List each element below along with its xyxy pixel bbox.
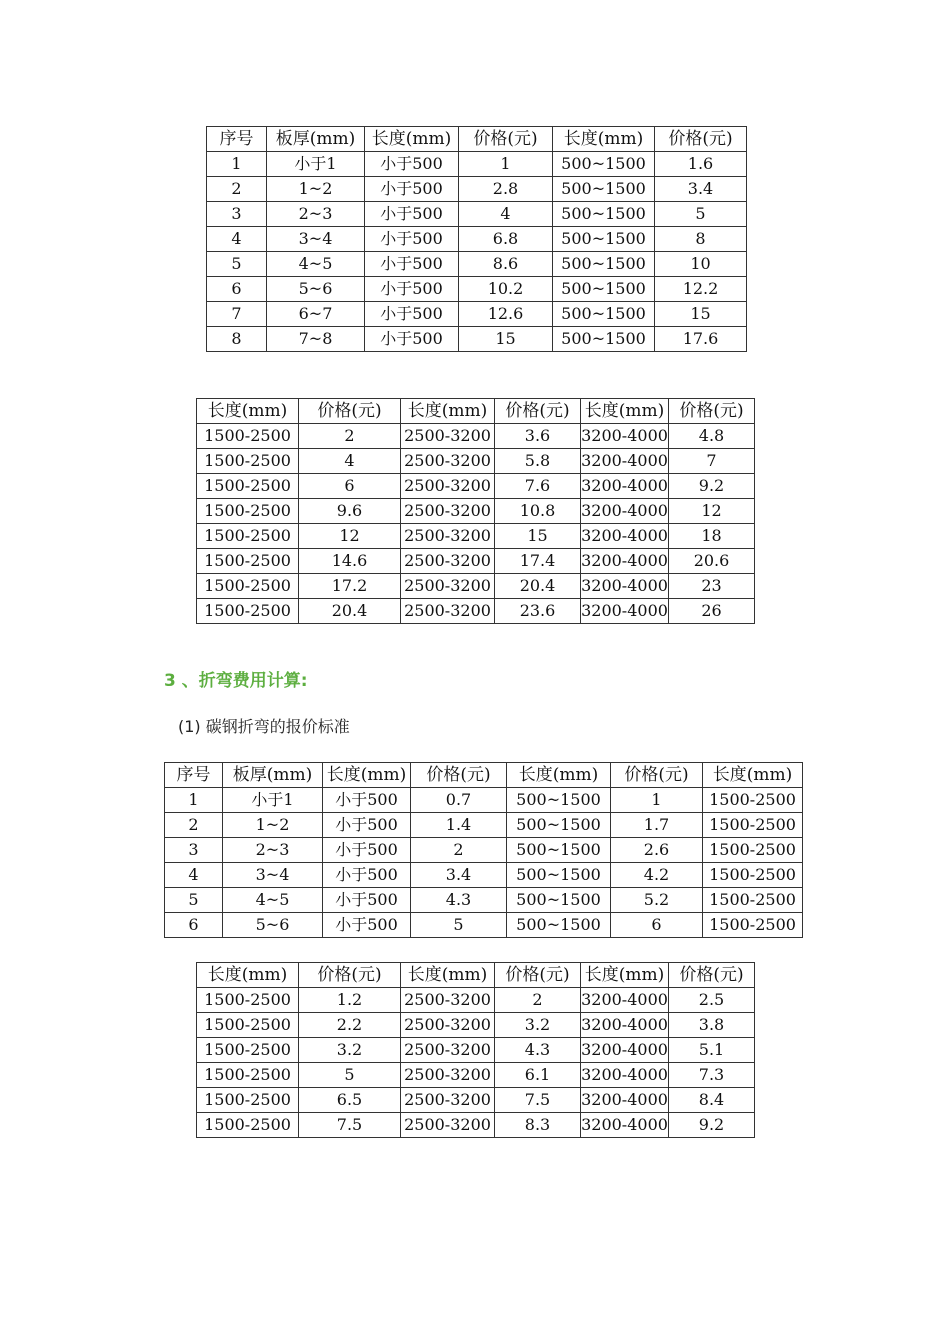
table-row — [197, 499, 755, 524]
table-cell: 小于500 — [323, 788, 411, 813]
table-cell: 1500-2500 — [197, 1063, 299, 1088]
table-cell: 8 — [655, 227, 747, 252]
table-cell: 2500-3200 — [401, 474, 495, 499]
table-cell: 1 — [207, 152, 267, 177]
table-cell: 2500-3200 — [401, 524, 495, 549]
header-cell: 价格(元) — [669, 963, 755, 988]
table-cell: 3200-4000 — [581, 1088, 669, 1113]
table-cell: 8 — [207, 327, 267, 352]
table-cell: 12.6 — [459, 302, 553, 327]
table-cell: 小于500 — [365, 302, 459, 327]
table-cell: 1 — [611, 788, 703, 813]
table-cell: 小于1 — [223, 788, 323, 813]
table-cell: 1500-2500 — [197, 599, 299, 624]
table-cell: 1.2 — [299, 988, 401, 1013]
table-cell: 4 — [207, 227, 267, 252]
table-cell: 4.8 — [669, 424, 755, 449]
table-cell: 3 — [165, 838, 223, 863]
table-cell: 6~7 — [267, 302, 365, 327]
table-cell: 1~2 — [267, 177, 365, 202]
table-cell: 3200-4000 — [581, 988, 669, 1013]
table-cell: 1.6 — [655, 152, 747, 177]
price-table-2 — [196, 398, 755, 624]
table-cell: 2 — [495, 988, 581, 1013]
table-cell: 3 — [207, 202, 267, 227]
table-cell: 9.6 — [299, 499, 401, 524]
table-cell: 7 — [669, 449, 755, 474]
table-cell: 5.8 — [495, 449, 581, 474]
table-cell: 1500-2500 — [703, 788, 803, 813]
header-cell: 价格(元) — [655, 127, 747, 152]
table-row — [207, 252, 747, 277]
header-cell: 长度(mm) — [197, 963, 299, 988]
table-cell: 9.2 — [669, 1113, 755, 1138]
table-cell: 2.8 — [459, 177, 553, 202]
table-cell: 500~1500 — [553, 177, 655, 202]
table-cell: 1500-2500 — [197, 549, 299, 574]
table-cell: 2.5 — [669, 988, 755, 1013]
table-cell: 7 — [207, 302, 267, 327]
price-table-1 — [206, 126, 747, 352]
table-row — [197, 474, 755, 499]
table-cell: 4.3 — [495, 1038, 581, 1063]
table-cell: 7.5 — [495, 1088, 581, 1113]
table-cell: 17.2 — [299, 574, 401, 599]
table-cell: 1 — [459, 152, 553, 177]
table-cell: 小于500 — [323, 838, 411, 863]
header-cell: 序号 — [165, 763, 223, 788]
table-cell: 7~8 — [267, 327, 365, 352]
table-cell: 2.6 — [611, 838, 703, 863]
table-cell: 小于500 — [323, 888, 411, 913]
header-cell: 长度(mm) — [581, 963, 669, 988]
table-cell: 1500-2500 — [703, 813, 803, 838]
header-cell: 长度(mm) — [323, 763, 411, 788]
table-cell: 2500-3200 — [401, 499, 495, 524]
table-cell: 3200-4000 — [581, 449, 669, 474]
table-cell: 8.6 — [459, 252, 553, 277]
header-cell: 板厚(mm) — [267, 127, 365, 152]
table-cell: 12.2 — [655, 277, 747, 302]
table-cell: 6 — [299, 474, 401, 499]
table-cell: 7.3 — [669, 1063, 755, 1088]
table-cell: 2 — [411, 838, 507, 863]
table-row — [197, 1038, 755, 1063]
table-cell: 8.4 — [669, 1088, 755, 1113]
header-cell: 长度(mm) — [553, 127, 655, 152]
table-header-row — [197, 399, 755, 424]
table-cell: 小于500 — [365, 152, 459, 177]
table-cell: 17.6 — [655, 327, 747, 352]
table-cell: 2~3 — [267, 202, 365, 227]
table-row — [197, 574, 755, 599]
table-cell: 9.2 — [669, 474, 755, 499]
table-cell: 5~6 — [267, 277, 365, 302]
table-cell: 6.5 — [299, 1088, 401, 1113]
table-row — [165, 838, 803, 863]
table-cell: 1500-2500 — [703, 863, 803, 888]
table-cell: 500~1500 — [507, 838, 611, 863]
table-cell: 500~1500 — [507, 888, 611, 913]
table-cell: 3~4 — [267, 227, 365, 252]
table-cell: 20.6 — [669, 549, 755, 574]
table-cell: 500~1500 — [507, 788, 611, 813]
table-cell: 5~6 — [223, 913, 323, 938]
header-cell: 序号 — [207, 127, 267, 152]
table-cell: 1500-2500 — [197, 474, 299, 499]
table-cell: 2 — [207, 177, 267, 202]
table-cell: 1500-2500 — [703, 888, 803, 913]
table-cell: 4 — [299, 449, 401, 474]
table-cell: 12 — [299, 524, 401, 549]
table-cell: 5 — [299, 1063, 401, 1088]
table-cell: 2500-3200 — [401, 599, 495, 624]
table-cell: 6.1 — [495, 1063, 581, 1088]
table-cell: 小于500 — [365, 227, 459, 252]
header-cell: 价格(元) — [299, 963, 401, 988]
table-cell: 1500-2500 — [197, 1113, 299, 1138]
table-row — [197, 524, 755, 549]
table-cell: 8.3 — [495, 1113, 581, 1138]
table-cell: 23 — [669, 574, 755, 599]
table-row — [197, 1088, 755, 1113]
table-row — [165, 788, 803, 813]
table-cell: 500~1500 — [507, 913, 611, 938]
sub-heading-carbon-steel: (1) 碳钢折弯的报价标准 — [178, 717, 350, 736]
table-cell: 3~4 — [223, 863, 323, 888]
table-cell: 10.2 — [459, 277, 553, 302]
table-cell: 6 — [165, 913, 223, 938]
table-cell: 2500-3200 — [401, 424, 495, 449]
table-cell: 3200-4000 — [581, 524, 669, 549]
table-cell: 2500-3200 — [401, 1013, 495, 1038]
table-cell: 小于500 — [365, 202, 459, 227]
table-cell: 2500-3200 — [401, 1113, 495, 1138]
table-cell: 20.4 — [299, 599, 401, 624]
table-cell: 5 — [655, 202, 747, 227]
table-cell: 20.4 — [495, 574, 581, 599]
table-cell: 小于500 — [323, 913, 411, 938]
header-cell: 长度(mm) — [581, 399, 669, 424]
table-cell: 3200-4000 — [581, 474, 669, 499]
table-cell: 15 — [495, 524, 581, 549]
table-cell: 3200-4000 — [581, 499, 669, 524]
table-cell: 小于500 — [365, 327, 459, 352]
table-cell: 3200-4000 — [581, 1013, 669, 1038]
table-cell: 500~1500 — [553, 227, 655, 252]
table-cell: 6.8 — [459, 227, 553, 252]
table-cell: 1500-2500 — [197, 499, 299, 524]
table-cell: 3.8 — [669, 1013, 755, 1038]
table-row — [165, 813, 803, 838]
table-cell: 7.6 — [495, 474, 581, 499]
table-cell: 3200-4000 — [581, 599, 669, 624]
table-row — [207, 302, 747, 327]
table-cell: 1500-2500 — [197, 988, 299, 1013]
table-cell: 3200-4000 — [581, 1038, 669, 1063]
header-cell: 价格(元) — [611, 763, 703, 788]
header-cell: 长度(mm) — [197, 399, 299, 424]
table-cell: 小于500 — [365, 252, 459, 277]
header-cell: 价格(元) — [299, 399, 401, 424]
table-cell: 6 — [207, 277, 267, 302]
table-cell: 500~1500 — [553, 202, 655, 227]
table-cell: 18 — [669, 524, 755, 549]
table-cell: 5 — [411, 913, 507, 938]
table-cell: 0.7 — [411, 788, 507, 813]
table-row — [207, 202, 747, 227]
table-cell: 3200-4000 — [581, 1063, 669, 1088]
table-row — [165, 863, 803, 888]
table-cell: 500~1500 — [507, 813, 611, 838]
table-cell: 500~1500 — [553, 252, 655, 277]
bending-price-table-2 — [196, 962, 755, 1138]
table-cell: 500~1500 — [553, 152, 655, 177]
table-cell: 1.7 — [611, 813, 703, 838]
table-cell: 4~5 — [267, 252, 365, 277]
table-row — [207, 152, 747, 177]
table-cell: 1 — [165, 788, 223, 813]
table-cell: 5 — [165, 888, 223, 913]
table-cell: 2500-3200 — [401, 1088, 495, 1113]
table-cell: 3200-4000 — [581, 549, 669, 574]
header-cell: 长度(mm) — [703, 763, 803, 788]
header-cell: 长度(mm) — [401, 399, 495, 424]
table-cell: 15 — [459, 327, 553, 352]
table-cell: 4.3 — [411, 888, 507, 913]
table-cell: 1~2 — [223, 813, 323, 838]
table-row — [165, 913, 803, 938]
table-cell: 1500-2500 — [197, 574, 299, 599]
table-cell: 2 — [299, 424, 401, 449]
table-cell: 1500-2500 — [703, 913, 803, 938]
table-cell: 500~1500 — [553, 277, 655, 302]
table-cell: 7.5 — [299, 1113, 401, 1138]
table-cell: 3200-4000 — [581, 1113, 669, 1138]
table-cell: 1500-2500 — [197, 524, 299, 549]
table-header-row — [197, 963, 755, 988]
table-cell: 2500-3200 — [401, 1063, 495, 1088]
table-cell: 23.6 — [495, 599, 581, 624]
table-row — [207, 227, 747, 252]
table-row — [197, 424, 755, 449]
table-cell: 3200-4000 — [581, 424, 669, 449]
table-cell: 1500-2500 — [197, 449, 299, 474]
table-cell: 10 — [655, 252, 747, 277]
header-cell: 价格(元) — [669, 399, 755, 424]
table-row — [197, 449, 755, 474]
table-cell: 10.8 — [495, 499, 581, 524]
table-cell: 500~1500 — [507, 863, 611, 888]
table-cell: 2500-3200 — [401, 988, 495, 1013]
table-cell: 5 — [207, 252, 267, 277]
table-cell: 1500-2500 — [197, 1038, 299, 1063]
table-cell: 4 — [165, 863, 223, 888]
table-cell: 2 — [165, 813, 223, 838]
table-cell: 小于500 — [323, 813, 411, 838]
table-cell: 3.2 — [299, 1038, 401, 1063]
table-cell: 1500-2500 — [703, 838, 803, 863]
header-cell: 价格(元) — [459, 127, 553, 152]
table-cell: 小于500 — [365, 177, 459, 202]
table-cell: 3200-4000 — [581, 574, 669, 599]
table-cell: 3.4 — [411, 863, 507, 888]
table-cell: 12 — [669, 499, 755, 524]
table-cell: 6 — [611, 913, 703, 938]
table-row — [207, 277, 747, 302]
table-row — [197, 599, 755, 624]
table-row — [207, 327, 747, 352]
table-cell: 1.4 — [411, 813, 507, 838]
table-cell: 1500-2500 — [197, 424, 299, 449]
table-cell: 2~3 — [223, 838, 323, 863]
header-cell: 长度(mm) — [365, 127, 459, 152]
table-cell: 4 — [459, 202, 553, 227]
table-cell: 2500-3200 — [401, 1038, 495, 1063]
table-row — [197, 549, 755, 574]
table-cell: 小于500 — [323, 863, 411, 888]
table-row — [197, 1063, 755, 1088]
table-cell: 26 — [669, 599, 755, 624]
table-cell: 小于1 — [267, 152, 365, 177]
header-cell: 板厚(mm) — [223, 763, 323, 788]
table-header-row — [207, 127, 747, 152]
table-header-row — [165, 763, 803, 788]
header-cell: 长度(mm) — [401, 963, 495, 988]
table-cell: 小于500 — [365, 277, 459, 302]
table-cell: 1500-2500 — [197, 1088, 299, 1113]
header-cell: 长度(mm) — [507, 763, 611, 788]
header-cell: 价格(元) — [411, 763, 507, 788]
table-row — [207, 177, 747, 202]
table-cell: 5.2 — [611, 888, 703, 913]
table-cell: 5.1 — [669, 1038, 755, 1063]
section-heading-bending-cost: 3 、折弯费用计算: — [164, 671, 308, 691]
table-cell: 2500-3200 — [401, 574, 495, 599]
table-cell: 500~1500 — [553, 327, 655, 352]
header-cell: 价格(元) — [495, 963, 581, 988]
table-row — [197, 988, 755, 1013]
table-cell: 1500-2500 — [197, 1013, 299, 1038]
table-cell: 500~1500 — [553, 302, 655, 327]
bending-price-table-1 — [164, 762, 803, 938]
table-cell: 17.4 — [495, 549, 581, 574]
table-cell: 15 — [655, 302, 747, 327]
header-cell: 价格(元) — [495, 399, 581, 424]
table-cell: 3.2 — [495, 1013, 581, 1038]
table-cell: 3.4 — [655, 177, 747, 202]
table-cell: 2.2 — [299, 1013, 401, 1038]
table-row — [197, 1113, 755, 1138]
table-cell: 14.6 — [299, 549, 401, 574]
table-cell: 4~5 — [223, 888, 323, 913]
table-row — [165, 888, 803, 913]
table-cell: 2500-3200 — [401, 549, 495, 574]
table-cell: 2500-3200 — [401, 449, 495, 474]
table-cell: 4.2 — [611, 863, 703, 888]
table-cell: 3.6 — [495, 424, 581, 449]
table-row — [197, 1013, 755, 1038]
